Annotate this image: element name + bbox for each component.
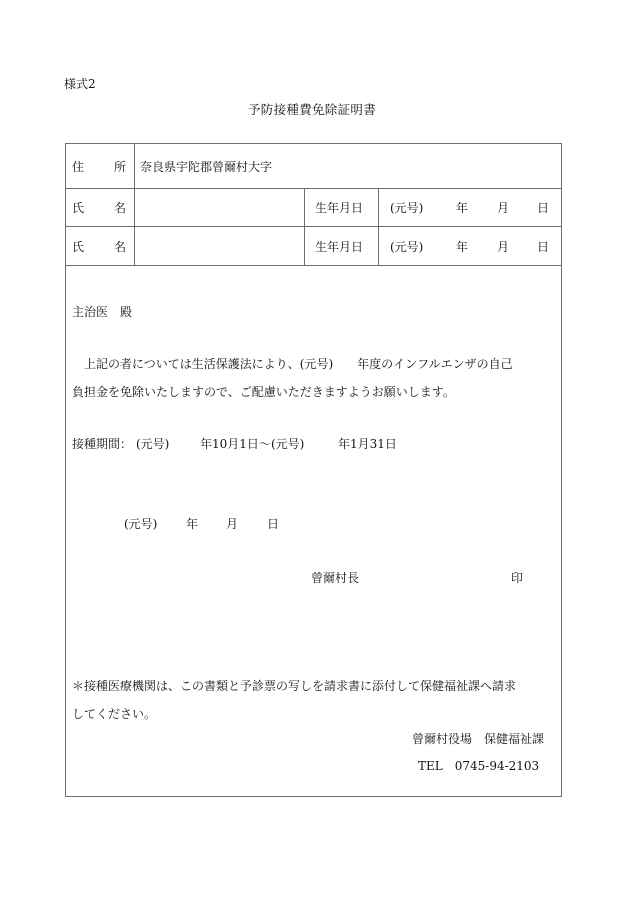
period-label: 接種期間：: [72, 437, 133, 451]
period-end-date: 年1月31日: [338, 437, 397, 451]
note-line-2: してください。: [72, 707, 157, 721]
address-field[interactable]: 奈良県宇陀郡曾爾村大字: [140, 160, 273, 174]
month-label: 月: [497, 201, 510, 215]
period-start-era: (元号): [136, 437, 170, 451]
address-label: 住 所: [72, 160, 126, 174]
issue-month: 月: [226, 517, 239, 531]
day-label: 日: [537, 201, 550, 215]
name-label: 氏 名: [72, 201, 126, 215]
era-label: (元号): [390, 240, 424, 254]
contact-office: 曾爾村役場 保健福祉課: [412, 732, 545, 746]
issuer-title: 曾爾村長: [311, 571, 360, 585]
paragraph-line-2: 負担金を免除いたしますので、ご配慮いただきますようお願いします。: [72, 385, 455, 399]
form-number: 様式2: [64, 77, 96, 91]
month-label: 月: [497, 240, 510, 254]
year-label: 年: [456, 240, 469, 254]
period-end-era: (元号): [271, 437, 305, 451]
issue-day: 日: [267, 517, 280, 531]
name-field[interactable]: [135, 189, 303, 225]
addressee: 主治医 殿: [72, 305, 133, 319]
year-label: 年: [456, 201, 469, 215]
dob-label: 生年月日: [315, 240, 364, 254]
seal-mark: 印: [511, 571, 524, 585]
issue-era: (元号): [124, 517, 158, 531]
row-divider: [65, 265, 562, 266]
paragraph-line-1: 上記の者については生活保護法により、(元号) 年度のインフルエンザの自己: [84, 357, 513, 371]
document-title: 予防接種費免除証明書: [248, 102, 377, 117]
dob-label: 生年月日: [315, 201, 364, 215]
contact-tel: TEL 0745-94-2103: [418, 759, 540, 773]
name-field[interactable]: [135, 227, 303, 264]
dob-label-divider: [304, 188, 305, 265]
note-line-1: ＊接種医療機関は、この書類と予診票の写しを請求書に添付して保健福祉課へ請求: [72, 679, 517, 693]
day-label: 日: [537, 240, 550, 254]
dob-value-divider: [378, 188, 379, 265]
issue-year: 年: [186, 517, 199, 531]
name-label: 氏 名: [72, 240, 126, 254]
era-label: (元号): [390, 201, 424, 215]
period-start-date: 年10月1日～: [200, 437, 271, 451]
